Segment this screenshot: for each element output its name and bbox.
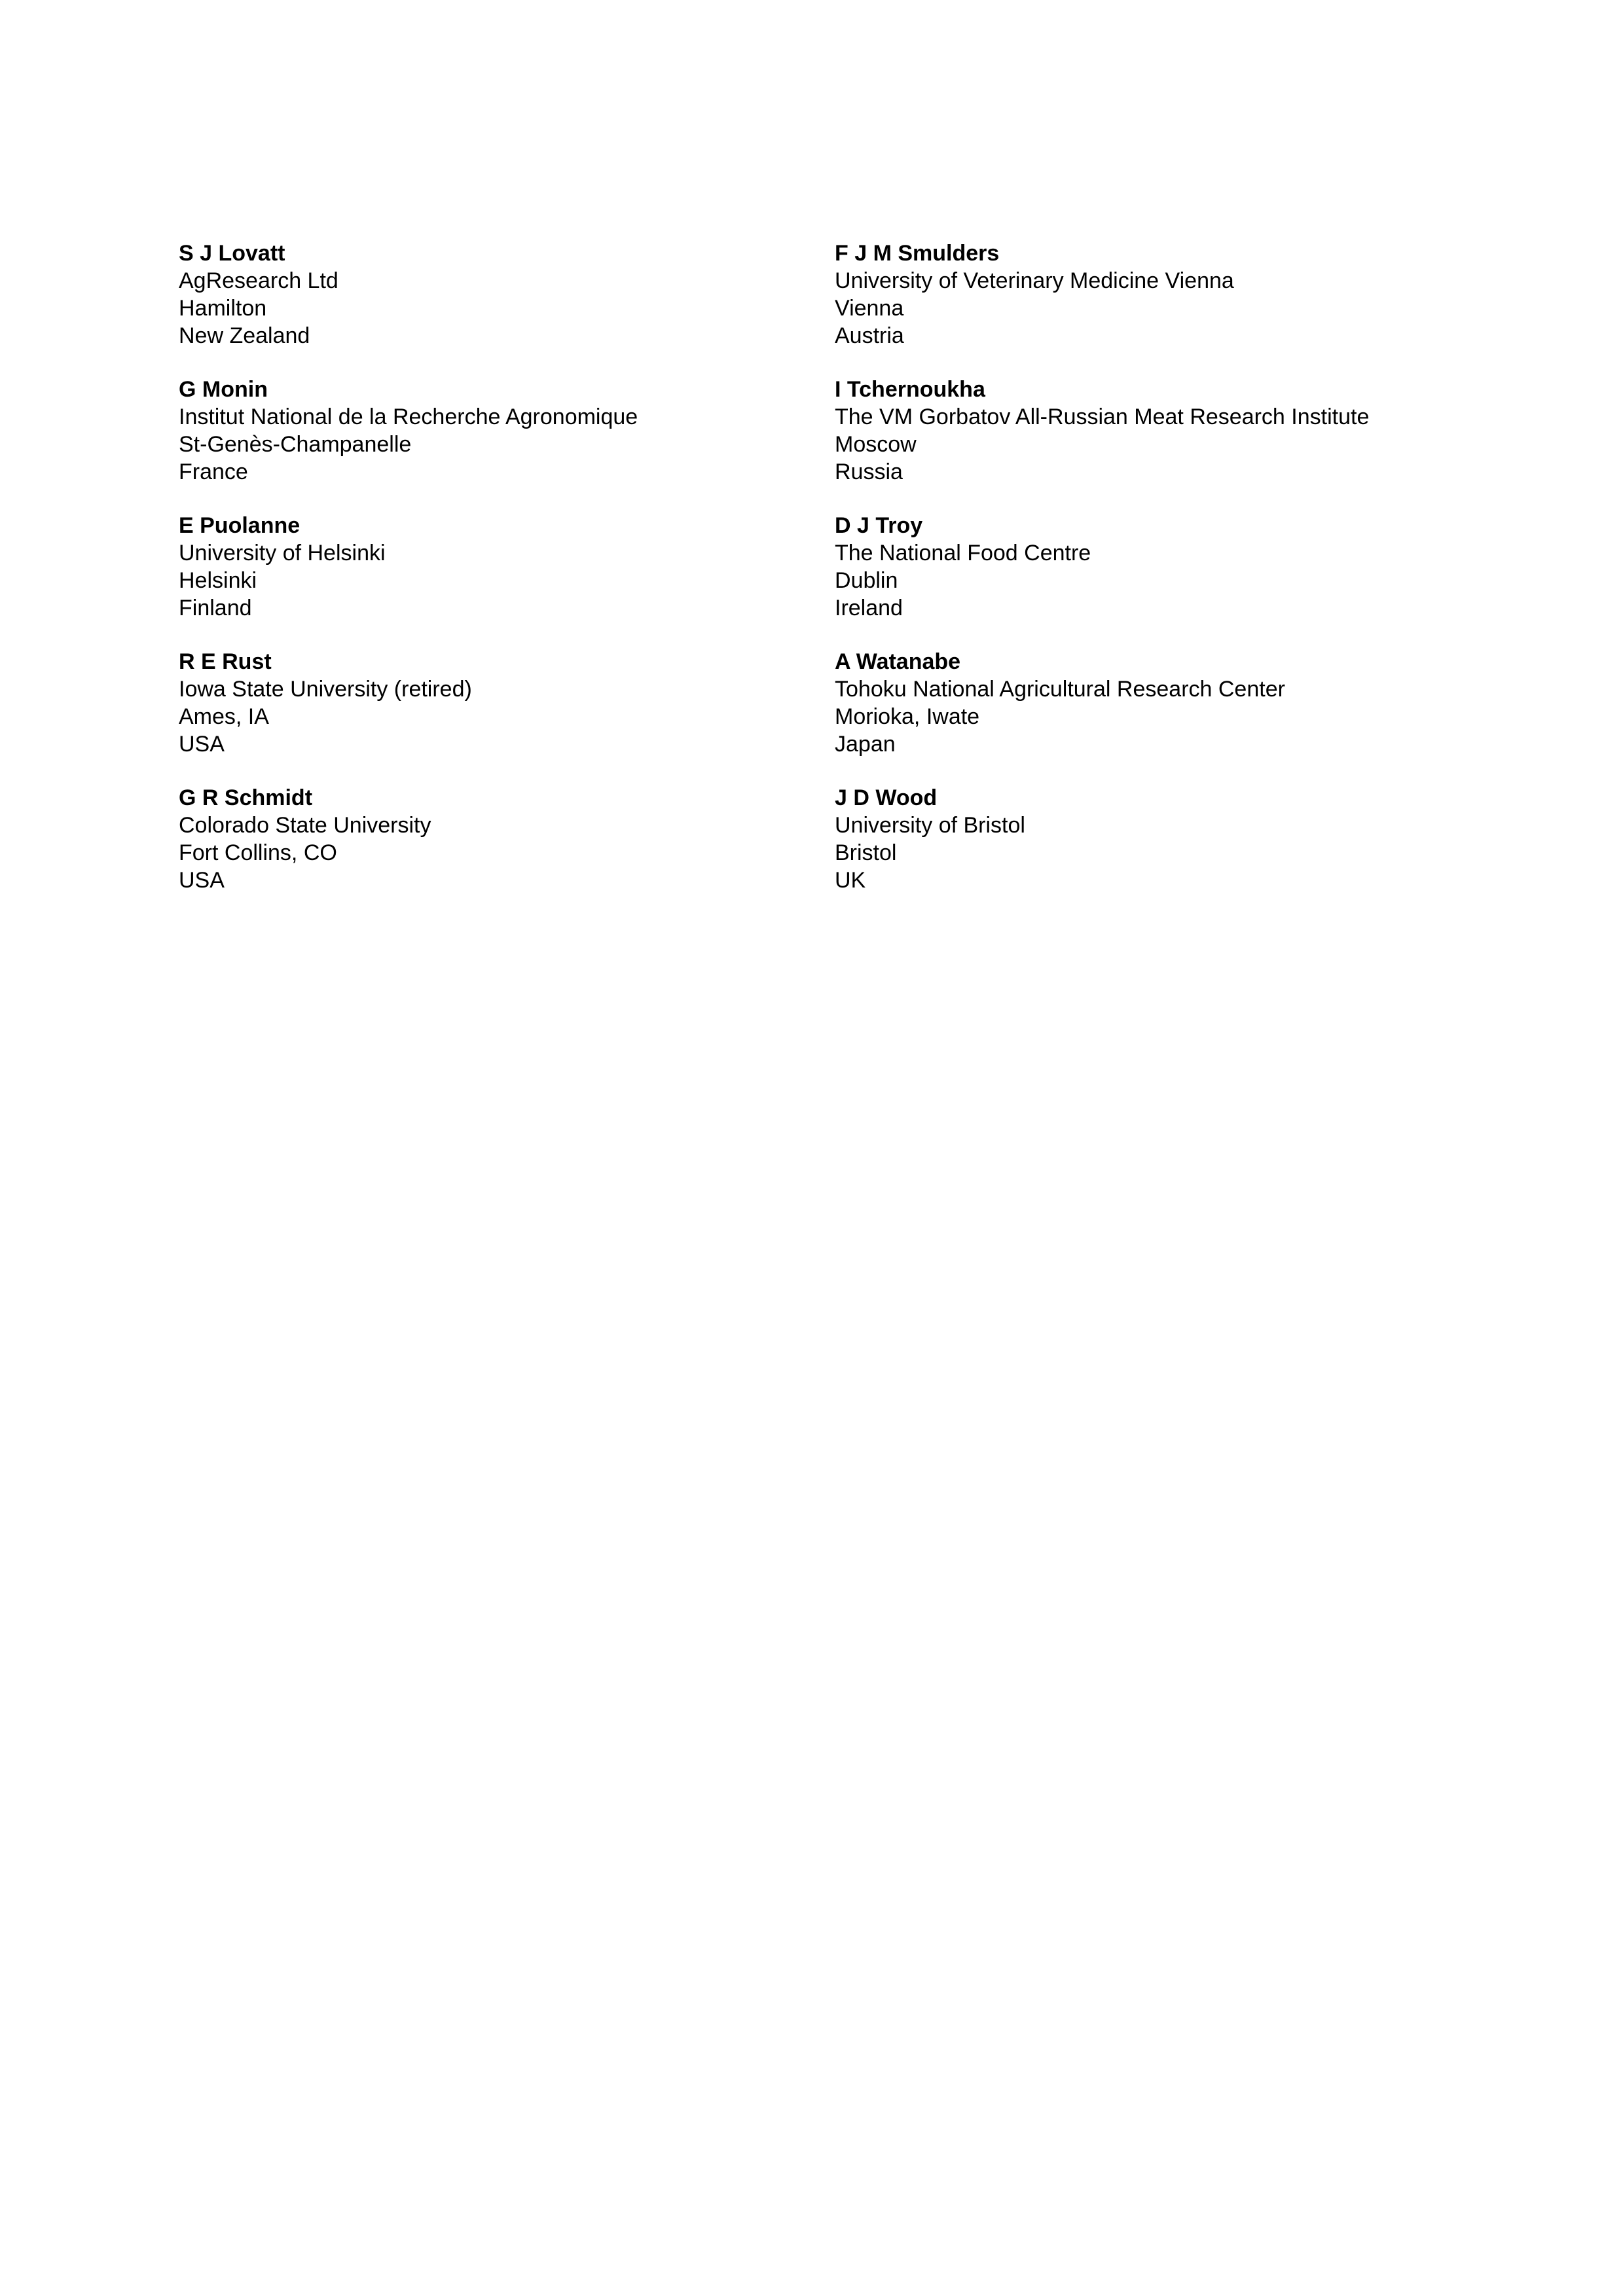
contributor-affiliation: Colorado State University	[179, 813, 431, 838]
contributor-affiliation: AgResearch Ltd	[179, 268, 338, 293]
contributor-city: Morioka, Iwate	[835, 704, 980, 729]
contributor-name: A Watanabe	[835, 649, 961, 674]
contributor-entry	[179, 240, 794, 350]
contributor-country: Russia	[835, 459, 903, 484]
contributor-affiliation: University of Helsinki	[179, 541, 386, 565]
contributor-country: New Zealand	[179, 323, 310, 348]
contributor-country: UK	[835, 868, 866, 893]
contributor-city: Helsinki	[179, 568, 257, 593]
contributor-country: Japan	[835, 732, 896, 757]
contributor-city: Bristol	[835, 840, 897, 865]
contributor-country: France	[179, 459, 248, 484]
contributor-entry	[835, 376, 1489, 486]
contributor-entry	[179, 512, 794, 622]
contributor-city: Fort Collins, CO	[179, 840, 337, 865]
contributors-left-column	[179, 240, 794, 920]
contributor-city: Ames, IA	[179, 704, 269, 729]
contributor-name: D J Troy	[835, 513, 923, 538]
contributor-affiliation: University of Bristol	[835, 813, 1025, 838]
contributor-country: USA	[179, 732, 225, 757]
contributor-country: USA	[179, 868, 225, 893]
contributor-entry	[835, 648, 1489, 758]
contributor-name: S J Lovatt	[179, 241, 285, 266]
contributors-right-column	[835, 240, 1489, 920]
contributor-city: Moscow	[835, 432, 917, 457]
contributor-entry	[835, 512, 1489, 622]
contributor-name: G R Schmidt	[179, 785, 313, 810]
contributor-country: Finland	[179, 596, 252, 620]
contributor-name: J D Wood	[835, 785, 938, 810]
contributor-affiliation: Tohoku National Agricultural Research Center	[835, 677, 1285, 702]
contributor-city: St-Genès-Champanelle	[179, 432, 412, 457]
contributor-affiliation: Iowa State University (retired)	[179, 677, 472, 702]
contributor-affiliation: University of Veterinary Medicine Vienna	[835, 268, 1234, 293]
contributor-name: F J M Smulders	[835, 241, 1000, 266]
contributor-entry	[179, 376, 794, 486]
contributor-country: Ireland	[835, 596, 903, 620]
contributor-affiliation: The National Food Centre	[835, 541, 1091, 565]
contributor-entry	[835, 784, 1489, 894]
contributor-entry	[179, 648, 794, 758]
contributor-entry	[835, 240, 1489, 350]
contributor-city: Dublin	[835, 568, 898, 593]
contributor-name: E Puolanne	[179, 513, 301, 538]
contributor-affiliation: The VM Gorbatov All-Russian Meat Research Institute	[835, 404, 1370, 429]
contributor-entry	[179, 784, 794, 894]
contributor-affiliation: Institut National de la Recherche Agronomique	[179, 404, 638, 429]
contributor-city: Hamilton	[179, 296, 267, 321]
contributor-name: I Tchernoukha	[835, 377, 985, 402]
contributor-country: Austria	[835, 323, 904, 348]
contributor-city: Vienna	[835, 296, 904, 321]
contributor-name: R E Rust	[179, 649, 272, 674]
contributor-name: G Monin	[179, 377, 268, 402]
